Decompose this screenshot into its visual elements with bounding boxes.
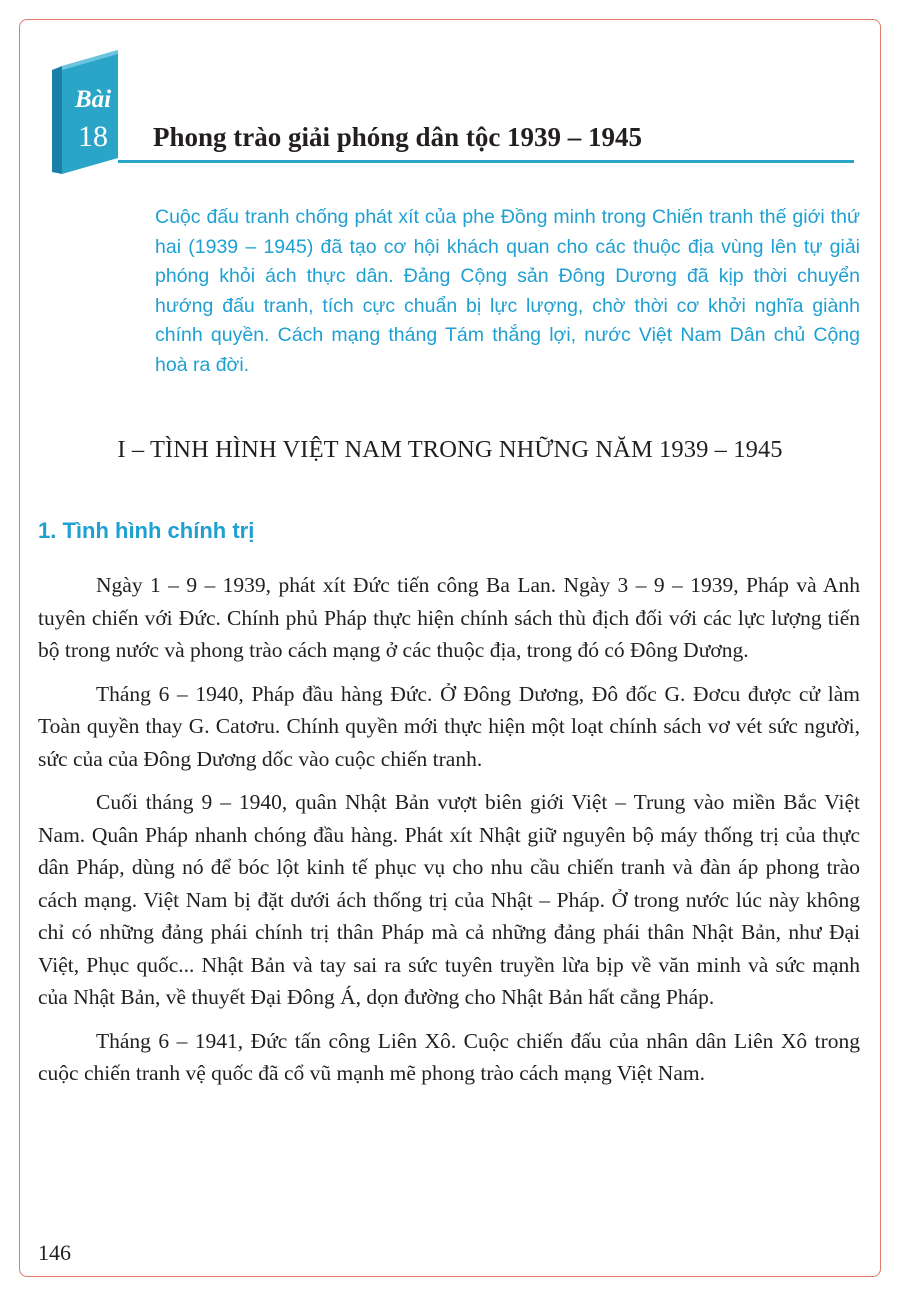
subsection-heading: 1. Tình hình chính trị	[38, 518, 255, 543]
page-number: 146	[38, 1240, 71, 1265]
lesson-number: 18	[78, 120, 108, 153]
lesson-intro: Cuộc đấu tranh chống phát xít của phe Đồng minh trong Chiến tranh thế giới thứ hai (1939 – 1945) đã tạo cơ hội khách quan cho các thuộc địa vùng lên tự giải phóng khỏi ách thực dân. Đảng Cộng sản Đông Dương đã kịp thời chuyển hướng đấu tranh, tích cực chuẩn bị lực lượng, chờ thời cơ khởi nghĩa giành chính quyền. Cách mạng tháng Tám thắng lợi, nước Việt Nam Dân chủ Cộng hoà ra đời.	[155, 206, 860, 376]
paragraph: Tháng 6 – 1940, Pháp đầu hàng Đức. Ở Đông Dương, Đô đốc G. Đơcu được cử làm Toàn quyền thay G. Catơru. Chính quyền mới thực hiện một loạt chính sách vơ vét sức người, sức của của Đông Dương dốc vào cuộc chiến tranh.	[38, 681, 860, 771]
lesson-badge	[52, 50, 122, 174]
paragraph: Tháng 6 – 1941, Đức tấn công Liên Xô. Cuộc chiến đấu của nhân dân Liên Xô trong cuộc chiến tranh vệ quốc đã cổ vũ mạnh mẽ phong trào cách mạng Việt Nam.	[38, 1028, 860, 1085]
section-heading: I – TÌNH HÌNH VIỆT NAM TRONG NHỮNG NĂM 1939 – 1945	[117, 436, 783, 463]
lesson-title: Phong trào giải phóng dân tộc 1939 – 1945	[153, 122, 643, 152]
title-underline	[118, 160, 854, 163]
lesson-label: Bài	[74, 86, 112, 113]
paragraph: Ngày 1 – 9 – 1939, phát xít Đức tiến công Ba Lan. Ngày 3 – 9 – 1939, Pháp và Anh tuyên chiến với Đức. Chính phủ Pháp thực hiện chính sách thù địch đối với các lực lượng tiến bộ trong nước và phong trào cách mạng ở các thuộc địa, trong đó có Đông Dương.	[38, 573, 860, 662]
body-text	[38, 569, 860, 1101]
paragraph: Cuối tháng 9 – 1940, quân Nhật Bản vượt biên giới Việt – Trung vào miền Bắc Việt Nam. Quân Pháp nhanh chóng đầu hàng. Phát xít Nhật giữ nguyên bộ máy thống trị của thực dân Pháp, dùng nó để bóc lột kinh tế phục vụ cho nhu cầu chiến tranh và đàn áp phong trào cách mạng. Việt Nam bị đặt dưới ách thống trị của Nhật – Pháp. Ở trong nước lúc này không chỉ có những đảng phái chính trị thân Pháp mà cả những đảng phái thân Nhật Bản, như Đại Việt, Phục quốc... Nhật Bản và tay sai ra sức tuyên truyền lừa bịp về văn minh và sức mạnh của Nhật Bản, về thuyết Đại Đông Á, dọn đường cho Nhật Bản hất cẳng Pháp.	[38, 790, 860, 1009]
